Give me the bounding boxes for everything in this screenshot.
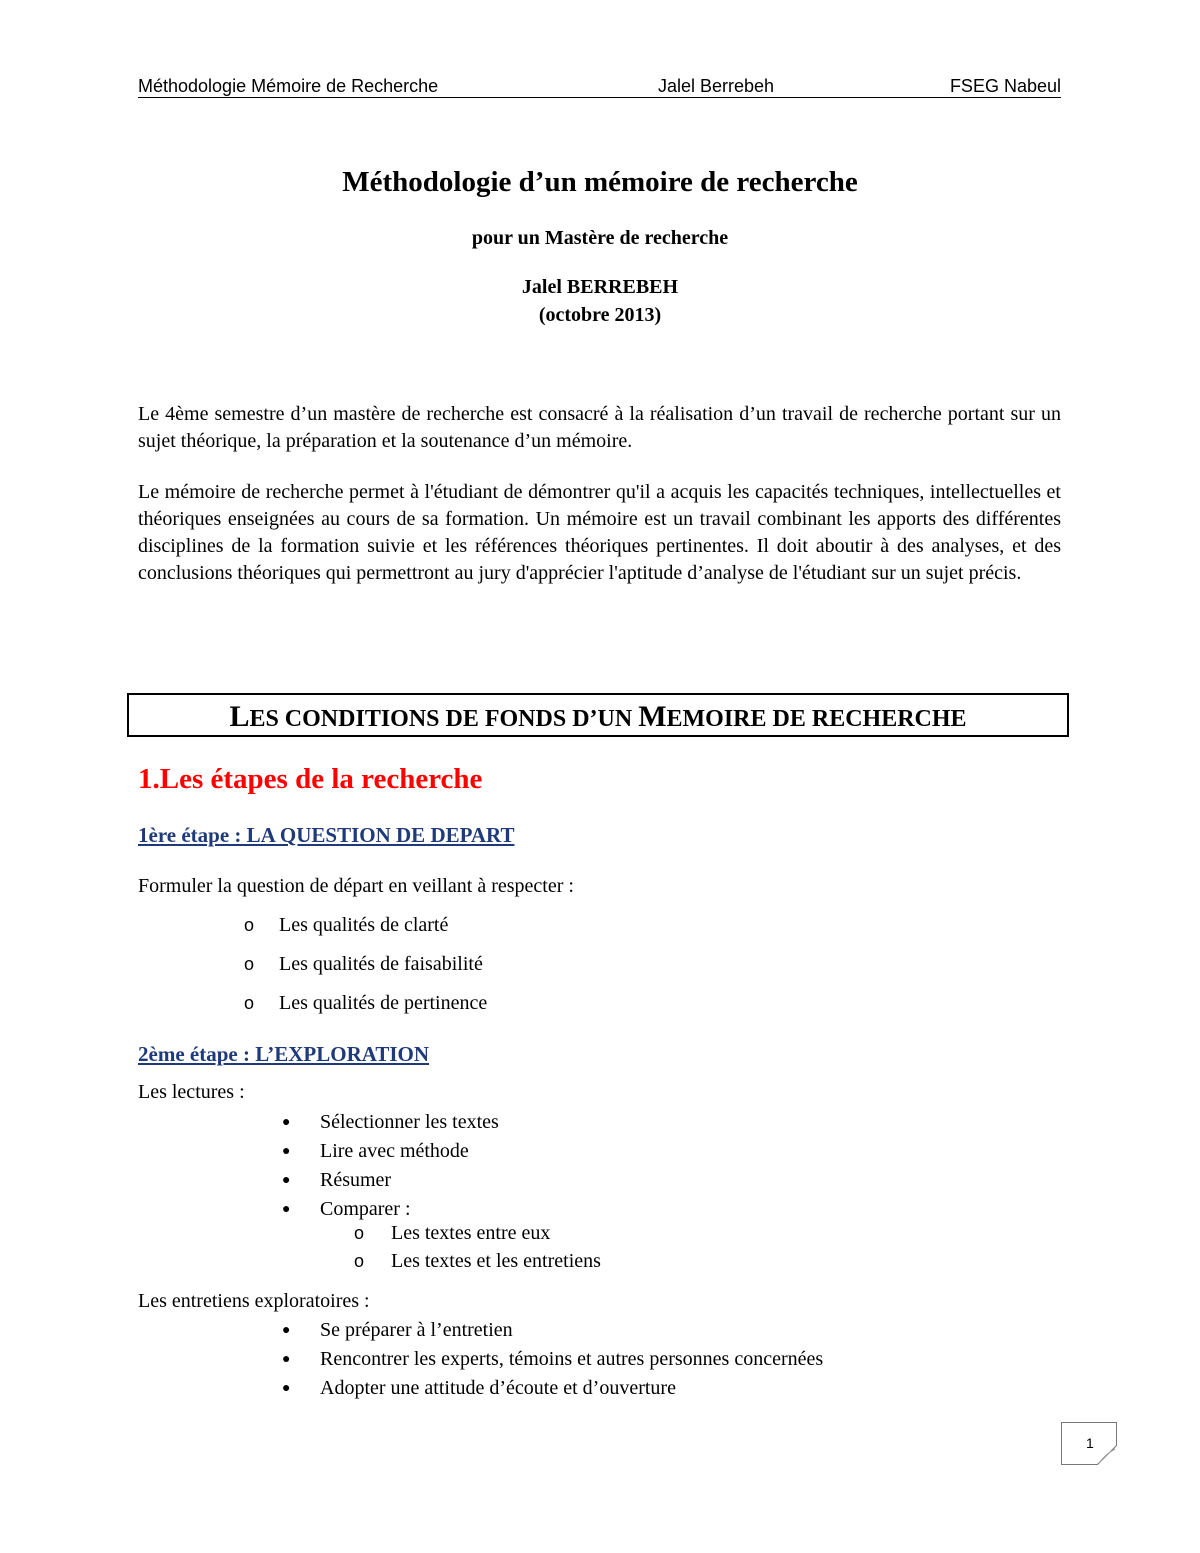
- bullet-icon: ●: [282, 1352, 291, 1367]
- document-date: (octobre 2013): [538, 304, 662, 326]
- circle-bullet-icon: o: [354, 1251, 365, 1271]
- circle-bullet-icon: o: [244, 915, 255, 935]
- section-title-rest-1: ES CONDITIONS DE FONDS D’UN: [249, 706, 639, 732]
- section-title-cap-1: L: [229, 700, 250, 733]
- circle-bullet-icon: o: [354, 1223, 365, 1243]
- entretiens-label: Les entretiens exploratoires :: [138, 1290, 370, 1312]
- lectures-label: Les lectures :: [138, 1081, 245, 1103]
- intro-paragraph: Le 4ème semestre d’un mastère de recherche est consacré à la réalisation d’un travail de recherche portant sur un sujet théorique, la préparation et la soutenance d’un mémoire.: [138, 403, 1061, 452]
- page-number: 1: [1086, 1435, 1094, 1451]
- header-right: FSEG Nabeul: [949, 76, 1061, 96]
- step2-title: 2ème étape : L’EXPLORATION: [138, 1042, 430, 1066]
- header-center: Jalel Berrebeh: [658, 76, 775, 96]
- page-header: [138, 75, 1061, 98]
- header-left: Méthodologie Mémoire de Recherche: [138, 76, 439, 96]
- document-page: Méthodologie Mémoire de Recherche Jalel Berrebeh FSEG Nabeul Méthodologie d’un mémoire de recherche pour un Mastère de recherche Jalel BERREBEH (octobre 2013) Le 4ème semestre d’un mastère de recherche est consacré à la réalisation d’un travail de recherche portant sur un sujet théorique, la préparation et la soutenance d’un mémoire. Le mémoire de recherche permet à l'étudiant de démontrer qu'il a acquis les capacités techniques, intellectuelles et théoriques enseignées au cours de sa formation. Un mémoire est un travail combinant les apports des différentes disciplines de la formation suivie et les références théoriques pertinentes. Il doit aboutir à des analyses, et des conclusions théoriques qui permettront au jury d'apprécier l'aptitude d’analyse de l'étudiant sur un sujet précis. LES CONDITIONS DE FONDS D’UN MEMOIRE DE RECHERCHE 1.Les étapes de la recherche 1ère étape : LA QUESTION DE DEPART Formuler la question de départ en veillant à respecter : o Les qualités de clarté o Les qualités de faisabilité o Les qualités de pertinence 2ème étape : L’EXPLORATION Les lectures : ● Sélectionner les textes ● Lire avec méthode ● Résumer ● Comparer : o Les textes entre eux o Les textes et les entretiens Les entretiens exploratoires : ● Se préparer à l’entretien ● Rencontrer les experts, témoins et autres personnes concernées ● Adopter une attitude d’écoute et d’ouverture 1: [0, 0, 1200, 1553]
- section-title-box: [127, 693, 1069, 737]
- page-curl-icon: [1097, 1445, 1117, 1465]
- bullet-icon: ●: [282, 1202, 291, 1217]
- document-subtitle: pour un Mastère de recherche: [471, 227, 729, 249]
- document-author: Jalel BERREBEH: [521, 276, 679, 298]
- bullet-icon: ●: [282, 1173, 291, 1188]
- bullet-icon: ●: [282, 1144, 291, 1159]
- heading-etapes: 1.Les étapes de la recherche: [138, 763, 483, 795]
- circle-bullet-icon: o: [244, 954, 255, 974]
- page-number-box: [1061, 1422, 1117, 1465]
- step1-intro: Formuler la question de départ en veillant à respecter :: [138, 875, 574, 897]
- step1-title: 1ère étape : LA QUESTION DE DEPART: [138, 823, 515, 847]
- bullet-icon: ●: [282, 1381, 291, 1396]
- section-title-cap-2: M: [638, 700, 667, 733]
- bullet-icon: ●: [282, 1323, 291, 1338]
- circle-bullet-icon: o: [244, 993, 255, 1013]
- section-title-rest-2: EMOIRE DE RECHERCHE: [666, 706, 967, 732]
- memoire-paragraph: Le mémoire de recherche permet à l'étudiant de démontrer qu'il a acquis les capacités techniques, intellectuelles et théoriques enseignées au cours de sa formation. Un mémoire est un travail combinant les apports des différentes disciplines de la formation suivie et les références théoriques pertinentes. Il doit aboutir à des analyses, et des conclusions théoriques qui permettront au jury d'apprécier l'aptitude d’analyse de l'étudiant sur un sujet précis.: [138, 481, 1061, 584]
- bullet-icon: ●: [282, 1115, 291, 1130]
- document-title: Méthodologie d’un mémoire de recherche: [342, 166, 858, 198]
